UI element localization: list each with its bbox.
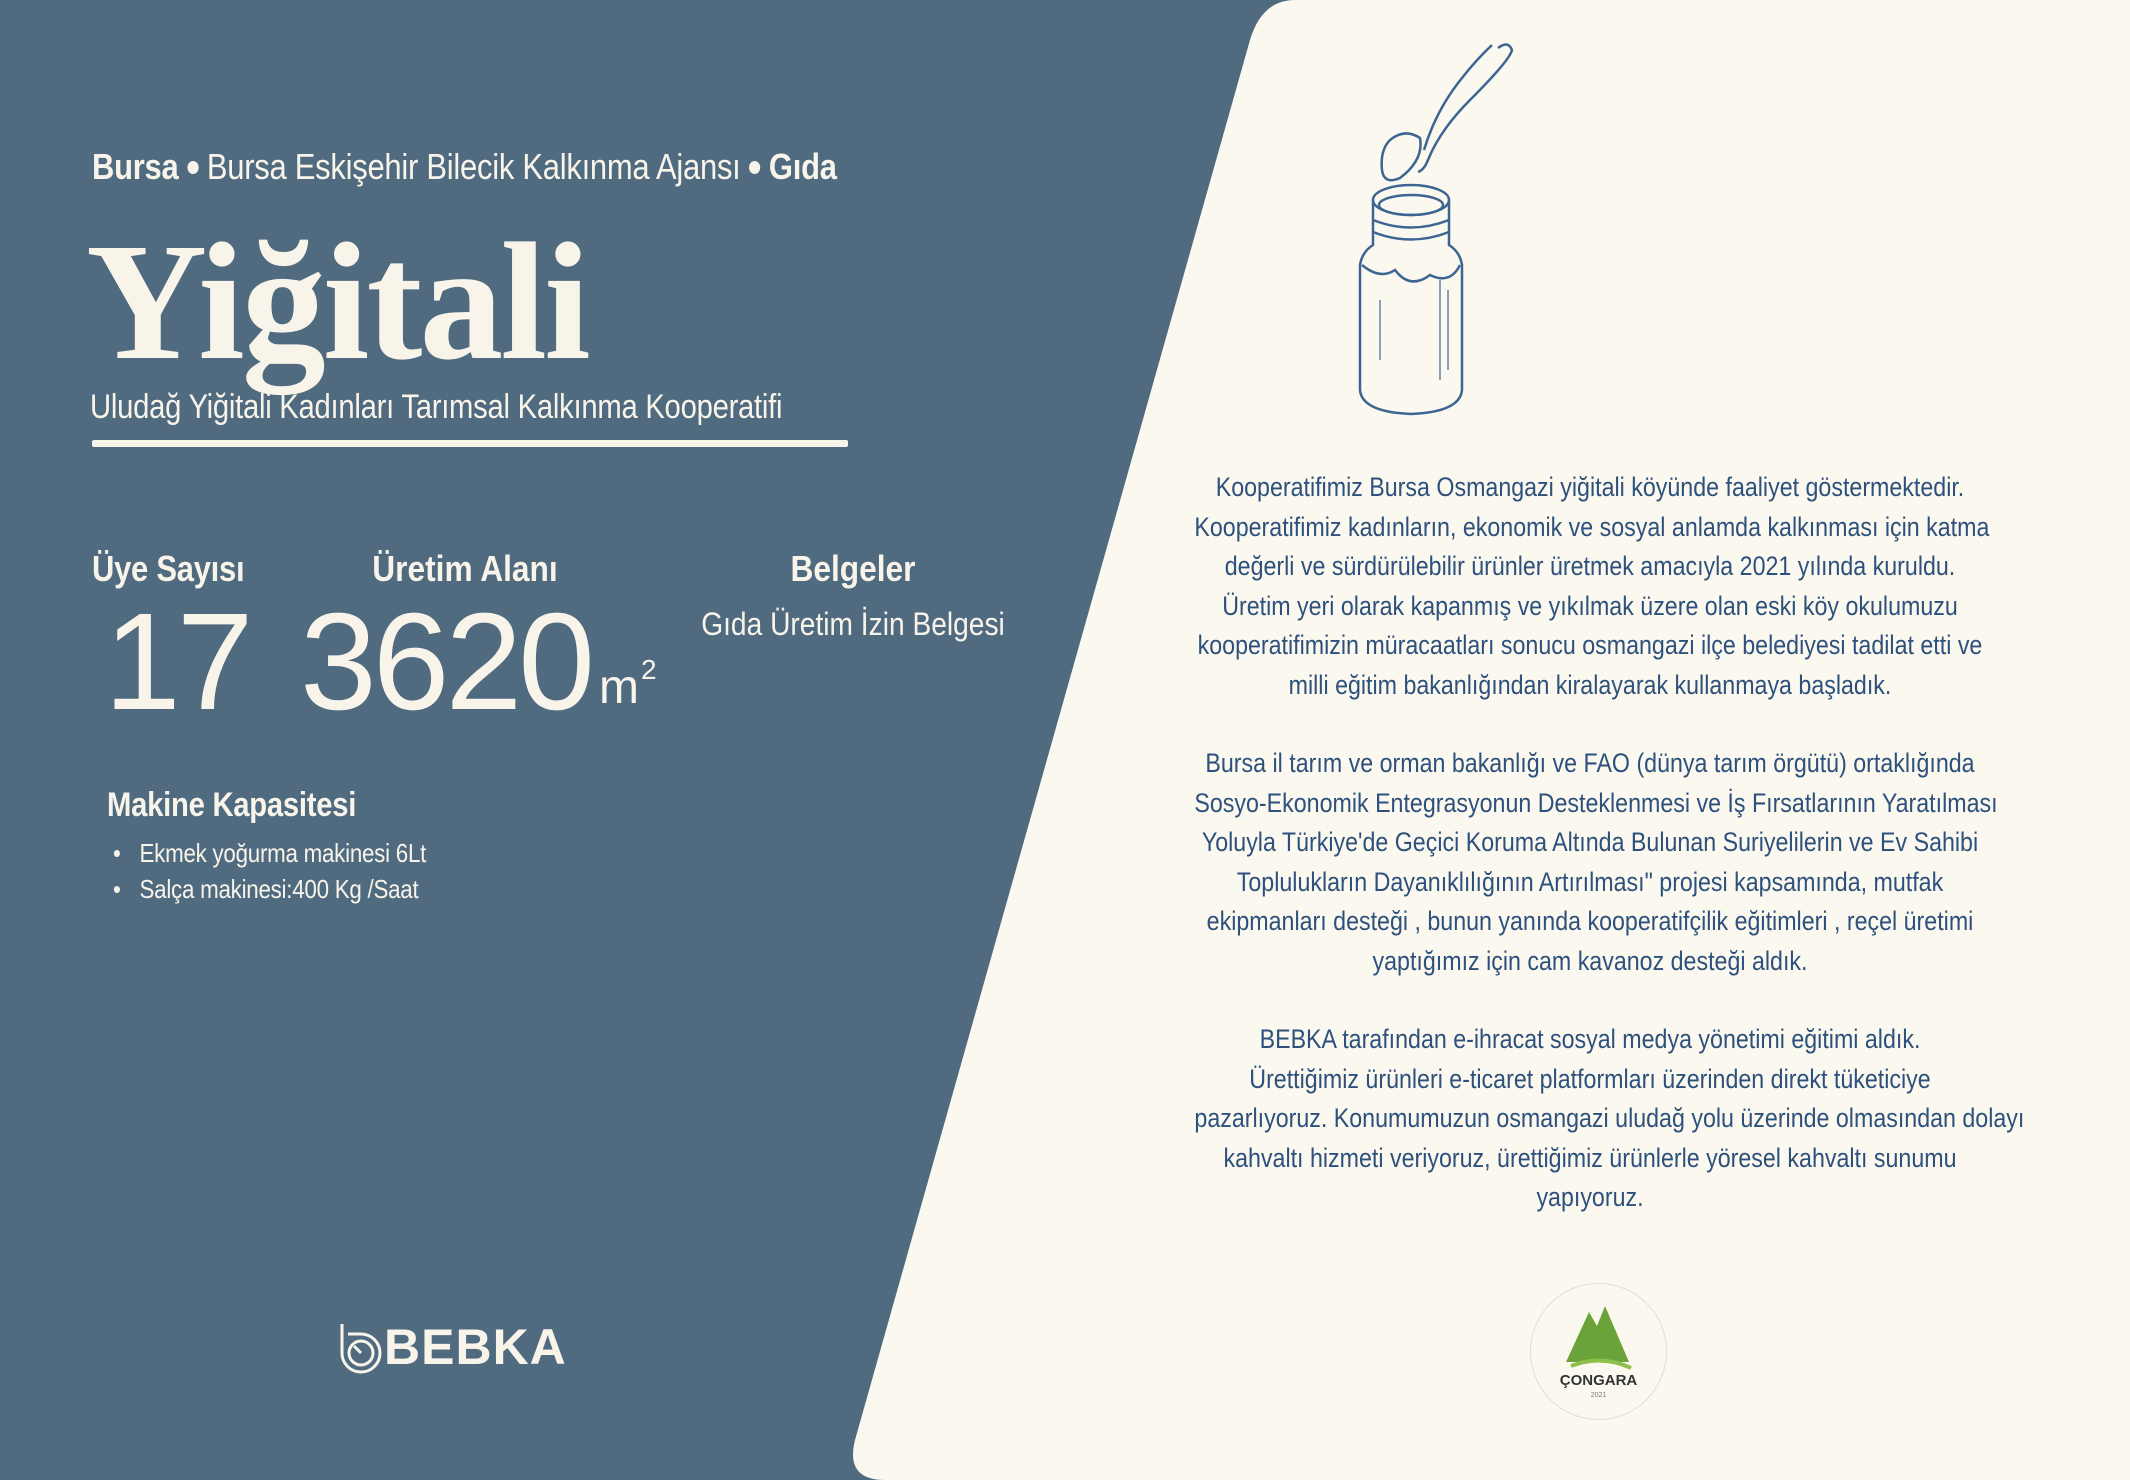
- description-line: Ürettiğimiz ürünleri e-ticaret platformları üzerinden direkt tüketiciye: [1249, 1063, 1931, 1094]
- description-line: kahvaltı hizmeti veriyoruz, ürettiğimiz ürünlerle yöresel kahvaltı sunumu: [1223, 1142, 1957, 1173]
- description-paragraph: [1130, 468, 2050, 705]
- congara-logo: [1530, 1283, 1667, 1420]
- area-unit: [599, 653, 657, 717]
- machine-item: • Ekmek yoğurma makinesi 6Lt: [113, 838, 426, 869]
- description-line: Kooperatifimiz kadınların, ekonomik ve sosyal anlamda kalkınması için katma: [1194, 511, 1990, 542]
- machines-title: Makine Kapasitesi: [107, 786, 357, 824]
- area-label: Üretim Alanı: [372, 548, 558, 589]
- description-line: Sosyo-Ekonomik Entegrasyonun Desteklenmesi ve İş Fırsatlarının Yaratılması: [1194, 787, 1998, 818]
- description-line: kooperatifimizin müracaatları sonucu osmangazi ilçe belediyesi tadilat etti ve: [1197, 630, 1983, 660]
- description-paragraph: [1130, 1020, 2050, 1218]
- bebka-swirl-icon: [336, 1322, 384, 1374]
- description-line: Üretim yeri olarak kapanmış ve yıkılmak üzere olan eski köy okulumuzu: [1222, 590, 1958, 621]
- page-title: Yiğitali: [86, 209, 588, 395]
- machine-item: • Salça makinesi:400 Kg /Saat: [113, 874, 418, 905]
- breadcrumb-city: Bursa: [92, 146, 179, 187]
- description-line: BEBKA tarafından e-ihracat sosyal medya yönetimi eğitimi aldık.: [1259, 1024, 1921, 1054]
- congara-name: ÇONGARA: [1559, 1372, 1638, 1389]
- breadcrumb-agency: Bursa Eskişehir Bilecik Kalkınma Ajansı: [206, 146, 741, 187]
- description-line: yaptığımız için cam kavanoz desteği aldık.: [1372, 945, 1808, 976]
- area-stat: [300, 585, 657, 739]
- title-underline: [92, 440, 848, 447]
- description-line: Kooperatifimiz Bursa Osmangazi yiğitali köyünde faaliyet göstermektedir.: [1215, 472, 1965, 502]
- bebka-wordmark: BEBKA: [384, 1319, 567, 1375]
- description-line: milli eğitim bakanlığından kiralayarak kullanmaya başladık.: [1288, 669, 1892, 700]
- bullet-dot-icon: [749, 161, 760, 174]
- area-unit-text: m: [599, 661, 639, 715]
- description-line: ekipmanları desteği , bunun yanında kooperatifçilik eğitimleri , reçel üretimi: [1206, 906, 1974, 936]
- description-paragraph: [1130, 744, 2050, 981]
- description-line: Bursa il tarım ve orman bakanlığı ve FAO (dünya tarım örgütü) ortaklığında: [1205, 748, 1975, 778]
- breadcrumb: [92, 146, 837, 188]
- description-line: pazarlıyoruz. Konumumuzun osmangazi uludağ yolu üzerinde olmasından dolayı: [1194, 1103, 2025, 1133]
- area-unit-power: 2: [640, 654, 657, 686]
- description-line: yapıyoruz.: [1536, 1182, 1644, 1212]
- description-line: değerli ve sürdürülebilir ürünler üretmek amacıyla 2021 yılında kuruldu.: [1224, 551, 1956, 581]
- documents-label: Belgeler: [790, 548, 916, 589]
- bebka-logo: [336, 1319, 567, 1375]
- bullet-dot-icon: [187, 161, 198, 174]
- congara-year: 2021: [1590, 1392, 1607, 1399]
- page-subtitle: Uludağ Yiğitali Kadınları Tarımsal Kalkınma Kooperatifi: [90, 388, 783, 426]
- description: [1130, 468, 2050, 1257]
- area-value: 3620: [300, 585, 591, 739]
- mountain-icon: [1531, 1284, 1666, 1379]
- breadcrumb-sector: Gıda: [768, 146, 837, 187]
- description-line: Yoluyla Türkiye'de Geçici Koruma Altında Bulunan Suriyelilerin ve Ev Sahibi: [1201, 827, 1979, 857]
- description-line: Toplulukların Dayanıklılığının Artırılması" projesi kapsamında, mutfak: [1236, 866, 1944, 897]
- documents-value: Gıda Üretim İzin Belgesi: [701, 606, 1005, 642]
- members-value: 17: [104, 585, 250, 739]
- members-label: Üye Sayısı: [92, 548, 245, 589]
